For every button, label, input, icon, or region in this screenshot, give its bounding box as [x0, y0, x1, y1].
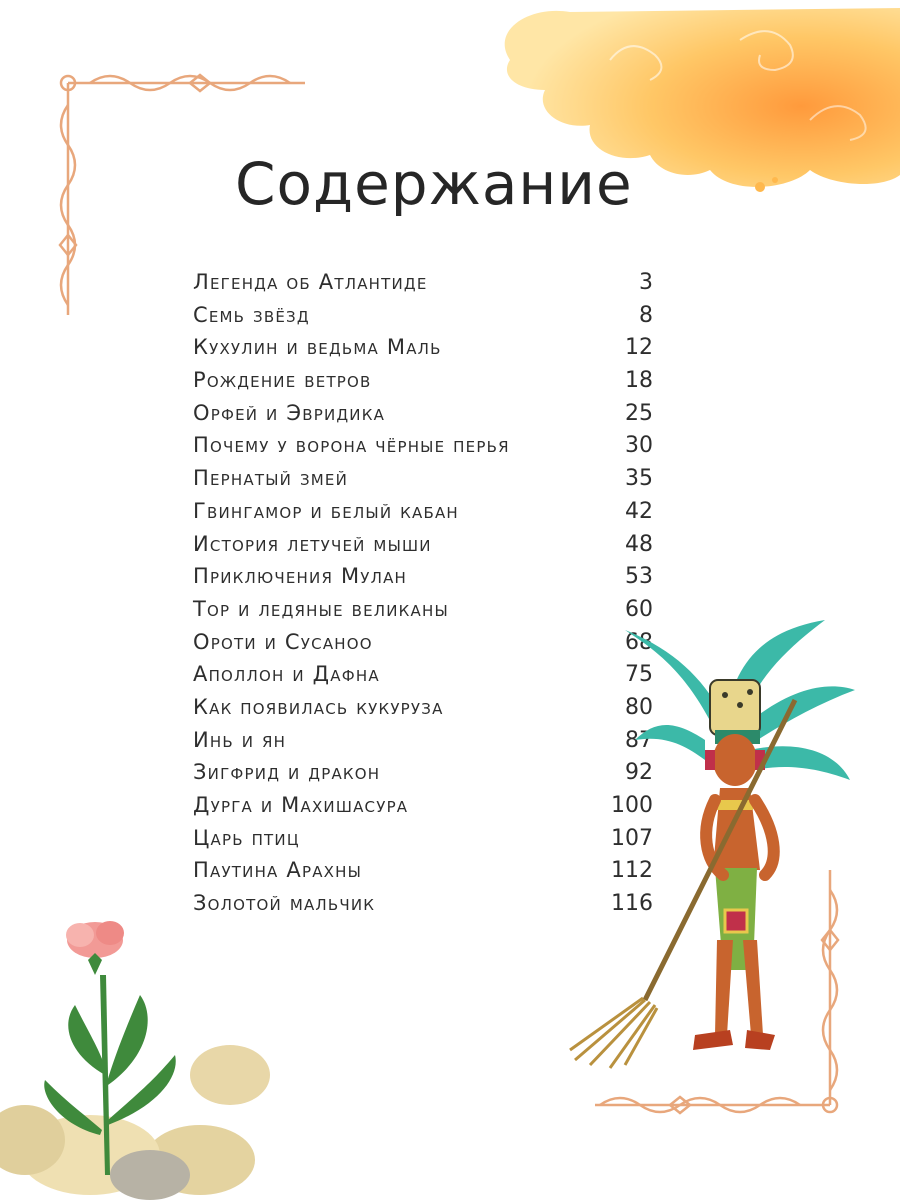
toc-entry-page: 42 [625, 498, 653, 524]
toc-entry-title: Приключения Мулан [193, 564, 408, 589]
toc-entry-title: Как появилась кукуруза [193, 694, 444, 719]
toc-entry-page: 112 [611, 858, 653, 884]
toc-entry-page: 8 [639, 302, 653, 328]
toc-entry-title: Паутина Арахны [193, 858, 363, 883]
toc-entry-title: Тор и ледяные великаны [193, 596, 449, 621]
toc-entry-page: 92 [625, 760, 653, 786]
toc-entry-page: 87 [625, 727, 653, 753]
toc-entry-page: 35 [625, 466, 653, 492]
toc-entry-title: Царь птиц [193, 825, 300, 850]
toc-entry[interactable] [193, 532, 653, 565]
toc-entry-title: Орфей и Эвридика [193, 400, 386, 425]
toc-entry-title: Семь звёзд [193, 302, 310, 327]
toc-entry-title: Гвингамор и белый кабан [193, 498, 459, 523]
toc-entry-title: Инь и ян [193, 727, 287, 752]
toc-entry[interactable] [193, 564, 653, 597]
toc-entry-page: 107 [611, 825, 653, 851]
toc-entry[interactable] [193, 401, 653, 434]
toc-entry-title: Рождение ветров [193, 368, 372, 393]
page-title: Содержание [235, 150, 633, 218]
toc-entry-title: Кухулин и ведьма Маль [193, 335, 442, 360]
toc-entry-page: 18 [625, 368, 653, 394]
toc-entry-page: 48 [625, 531, 653, 557]
toc-entry-page: 80 [625, 694, 653, 720]
toc-entry-page: 68 [625, 629, 653, 655]
toc-entry-title: Ороти и Сусаноо [193, 629, 373, 654]
toc-entry-page: 53 [625, 564, 653, 590]
toc-entry-title: Легенда об Атлантиде [193, 270, 428, 294]
toc-entry[interactable] [193, 335, 653, 368]
toc-entry-title: Зигфрид и дракон [193, 760, 381, 785]
toc-entry-title: Золотой мальчик [193, 891, 376, 916]
toc-entry-page: 25 [625, 400, 653, 426]
toc-entry-title: Дурга и Махишасура [193, 793, 409, 817]
toc-entry[interactable] [193, 303, 653, 336]
toc-entry-title: Аполлон и Дафна [193, 662, 380, 687]
toc-entry-title: История летучей мыши [193, 531, 432, 556]
toc-entry-page: 100 [611, 793, 653, 818]
aztec-warrior-illustration [565, 610, 865, 1070]
toc-entry-page: 12 [625, 335, 653, 361]
toc-entry[interactable] [193, 270, 653, 303]
flowers-and-stones-illustration [0, 915, 300, 1200]
toc-entry[interactable] [193, 433, 653, 466]
toc-entry[interactable] [193, 499, 653, 532]
toc-entry-title: Пернатый змей [193, 466, 349, 491]
toc-entry[interactable] [193, 466, 653, 499]
toc-entry[interactable] [193, 368, 653, 401]
toc-entry-page: 60 [625, 596, 653, 622]
toc-entry-page: 3 [639, 270, 653, 295]
toc-entry-page: 30 [625, 433, 653, 459]
toc-entry-page: 75 [625, 662, 653, 688]
toc-entry-title: Почему у ворона чёрные перья [193, 433, 510, 458]
toc-entry-page: 116 [611, 891, 653, 917]
